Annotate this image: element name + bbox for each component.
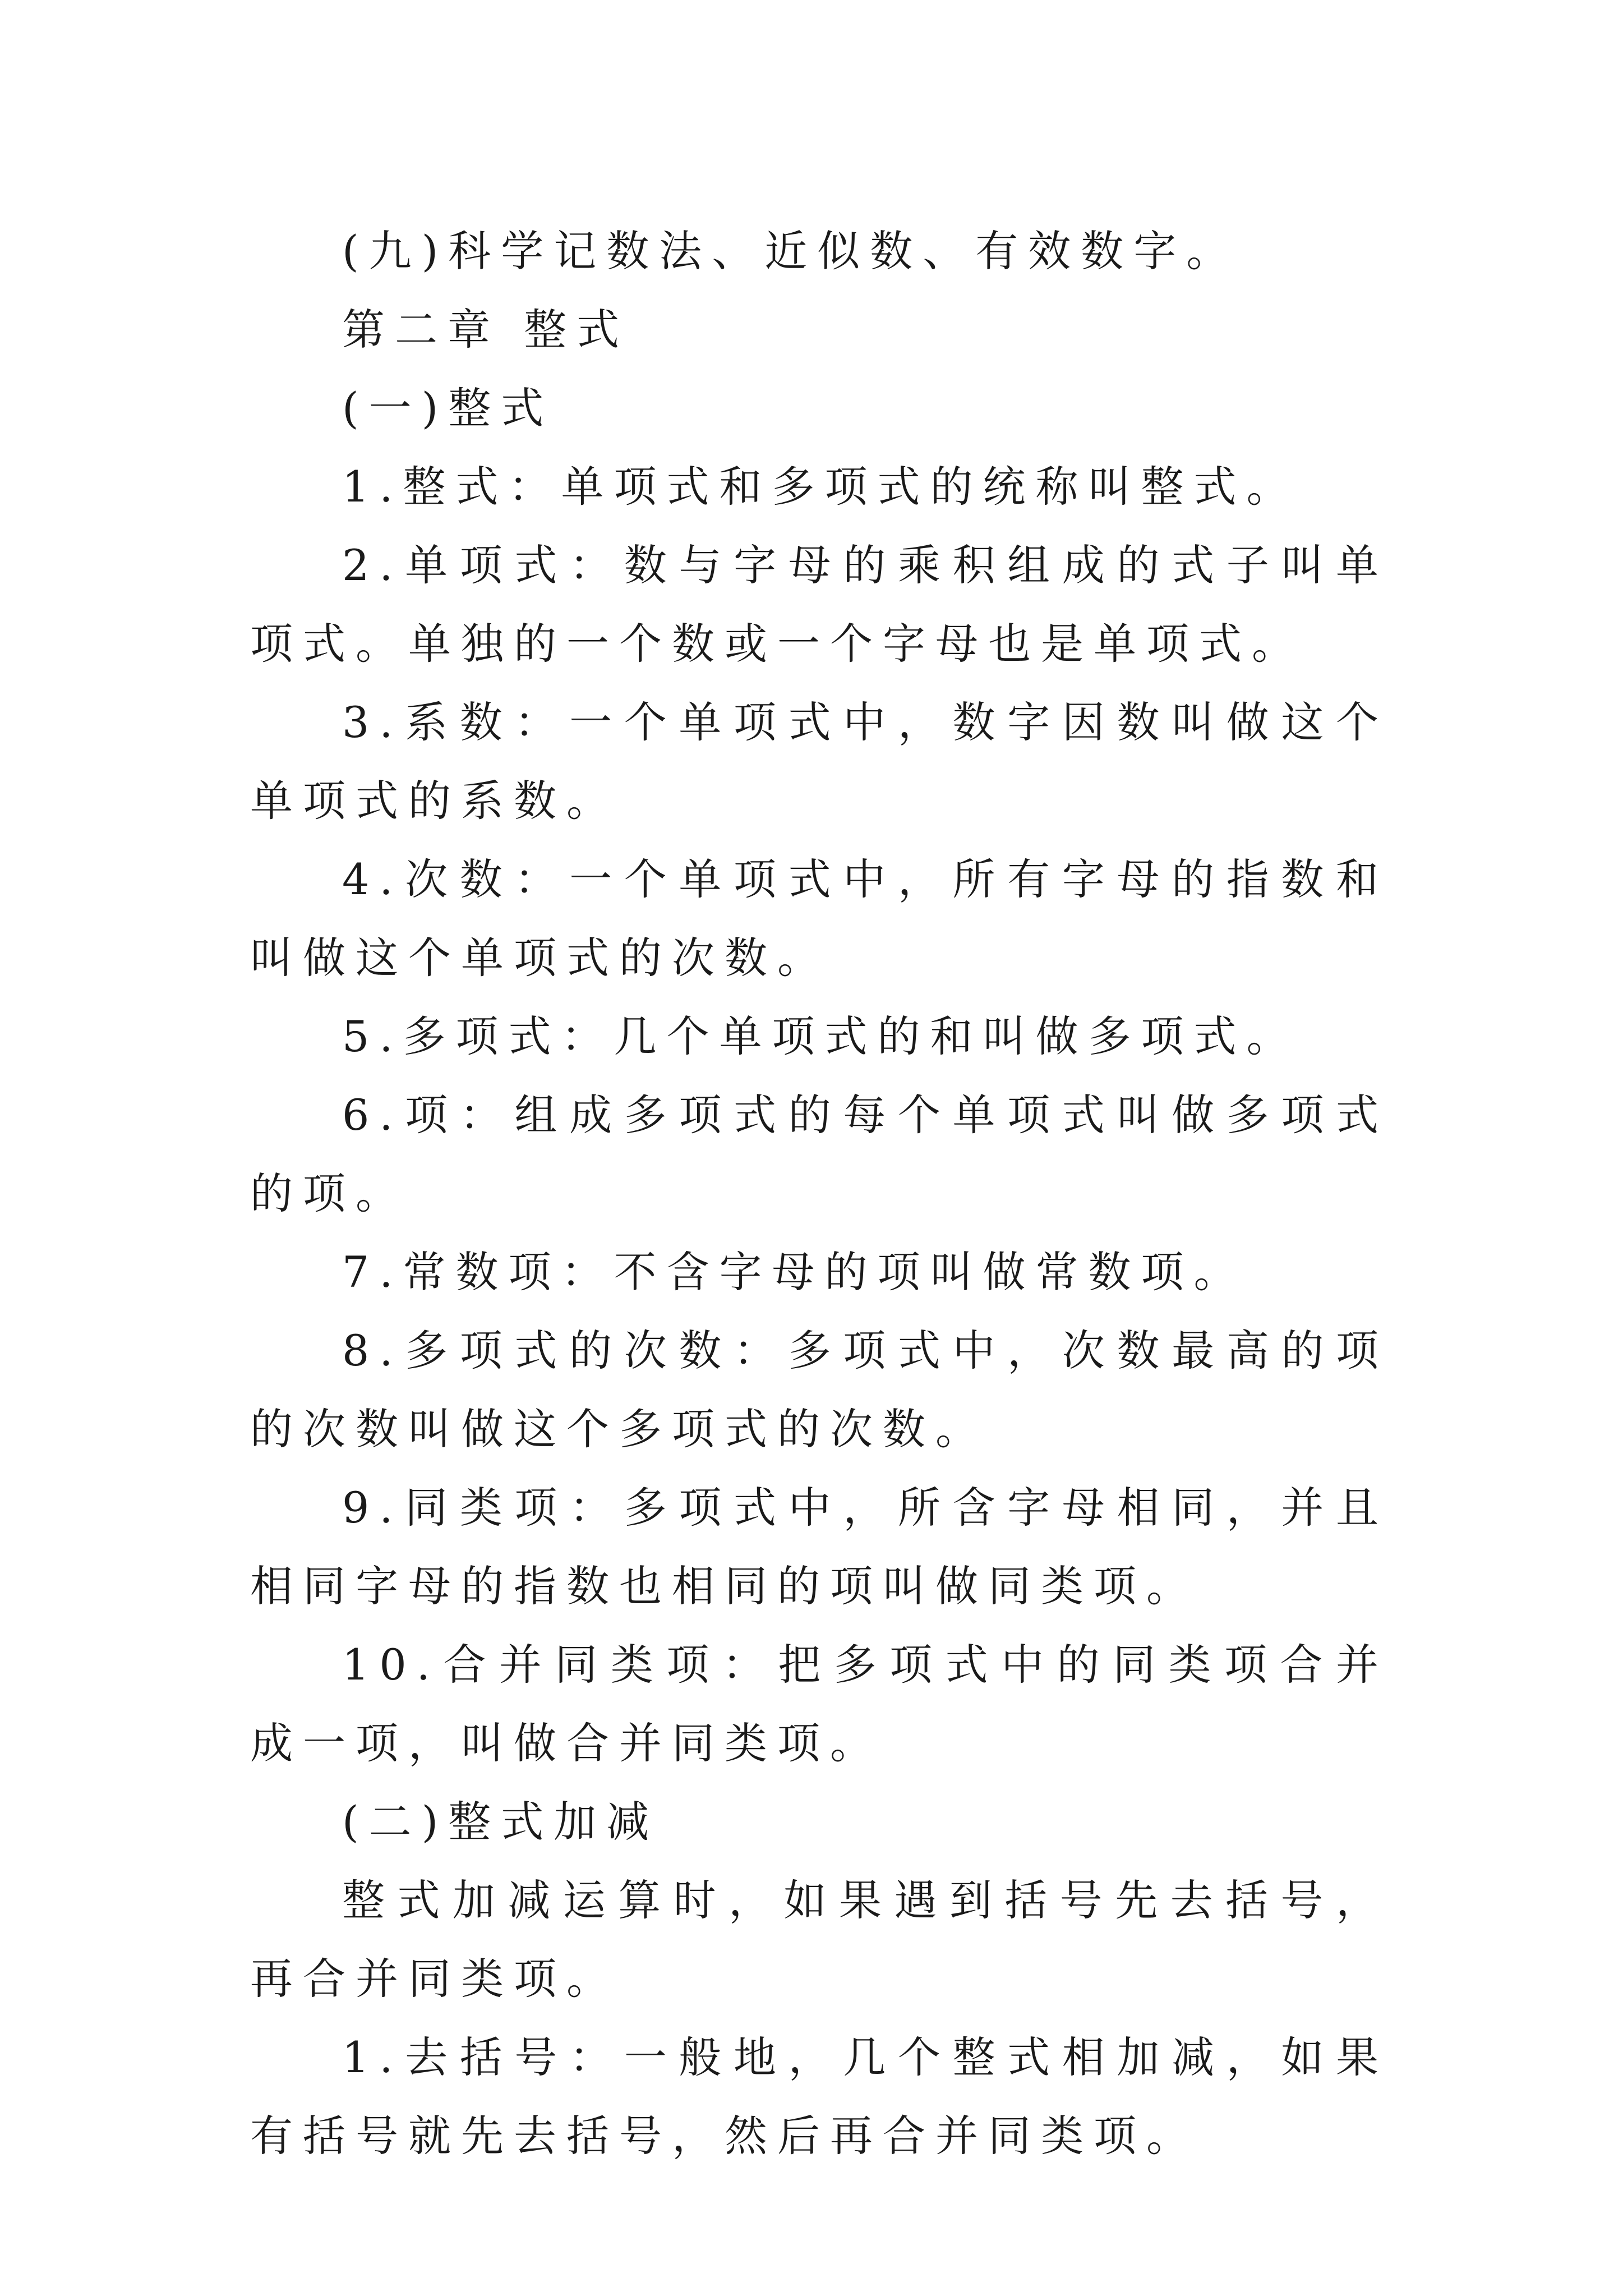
definition-polynomial-degree: 8.多项式的次数：多项式中，次数最高的项的次数叫做这个多项式的次数。 [250, 1326, 1389, 1454]
section-heading-addition-subtraction: (二)整式加减 [342, 1797, 660, 1847]
paragraph-rule: 整式加减运算时，如果遇到括号先去括号，再合并同类项。 [250, 1875, 1389, 2004]
section-heading-polynomials: (一)整式 [342, 383, 554, 433]
document-body [250, 212, 1389, 2175]
paragraph-section-nine: (九)科学记数法、近似数、有效数字。 [342, 226, 1239, 276]
chapter-heading: 第二章 整式 [342, 305, 630, 355]
definition-term: 6.项：组成多项式的每个单项式叫做多项式的项。 [250, 1090, 1389, 1218]
definition-constant-term: 7.常数项：不含字母的项叫做常数项。 [342, 1247, 1247, 1297]
definition-coefficient: 3.系数：一个单项式中，数字因数叫做这个单项式的系数。 [250, 697, 1389, 826]
definition-polynomial: 1.整式：单项式和多项式的统称叫整式。 [342, 462, 1299, 512]
definition-multinomial: 5.多项式：几个单项式的和叫做多项式。 [342, 1011, 1299, 1061]
definition-like-terms: 9.同类项：多项式中，所含字母相同，并且相同字母的指数也相同的项叫做同类项。 [250, 1483, 1389, 1611]
definition-degree: 4.次数：一个单项式中，所有字母的指数和叫做这个单项式的次数。 [250, 854, 1389, 983]
definition-monomial: 2.单项式：数与字母的乘积组成的式子叫单项式。单独的一个数或一个字母也是单项式。 [250, 540, 1389, 669]
definition-remove-brackets: 1.去括号：一般地，几个整式相加减，如果有括号就先去括号，然后再合并同类项。 [250, 2032, 1389, 2161]
definition-combining-like-terms: 10.合并同类项：把多项式中的同类项合并成一项，叫做合并同类项。 [250, 1640, 1389, 1768]
